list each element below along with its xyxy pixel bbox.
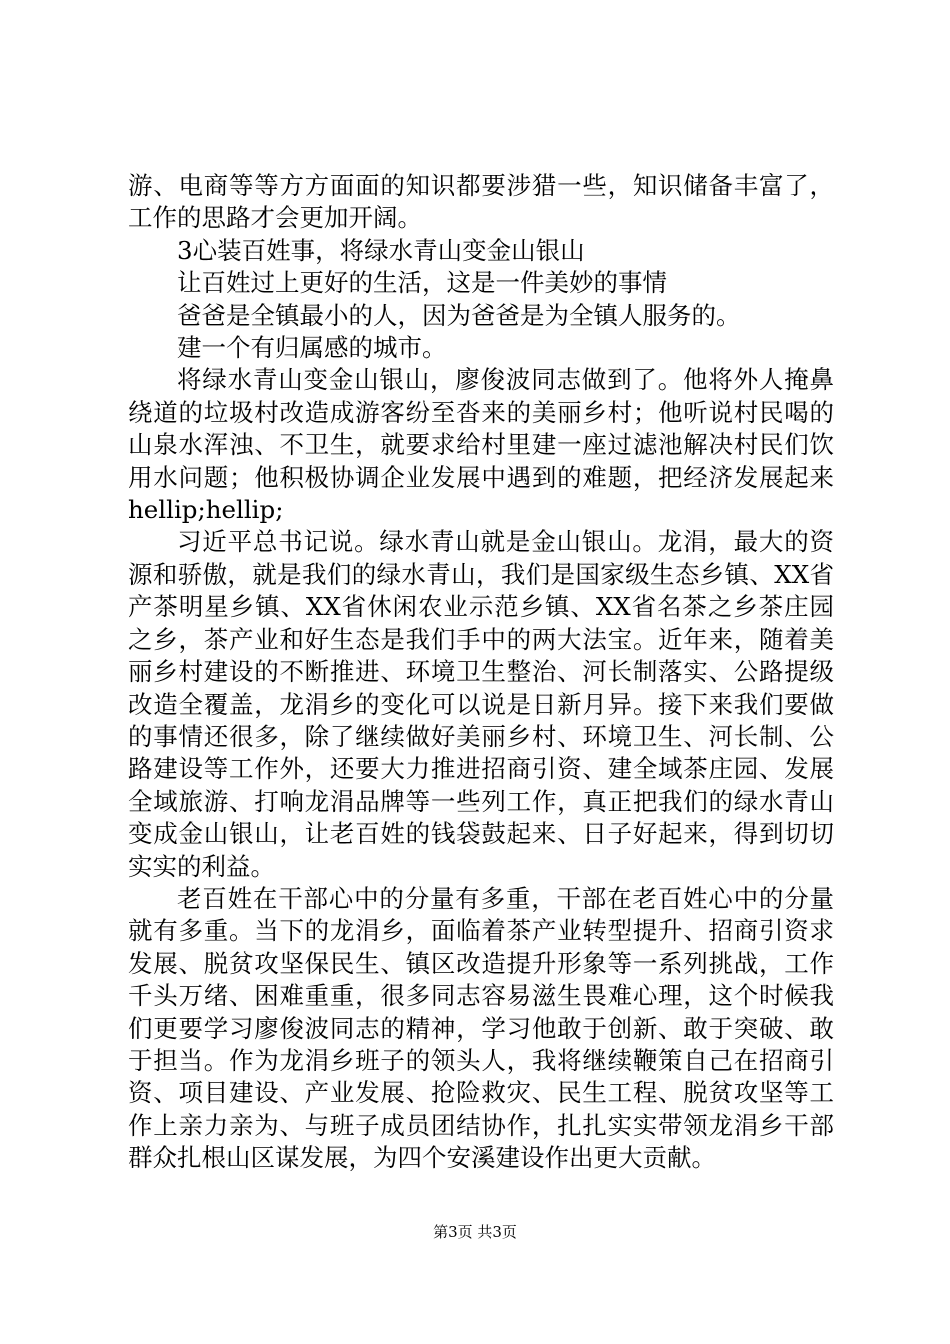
- paragraph-cadres: 老百姓在干部心中的分量有多重，干部在老百姓心中的分量就有多重。当下的龙涓乡，面临着茶产业转型提升、招商引资求发展、脱贫攻坚保民生、镇区改造提升形象等一系列挑战，工作千头万绪、困难重重，很多同志容易滋生畏难心理，这个时候我们更要学习廖俊波同志的精神，学习他敢于创新、敢于突破、敢于担当。作为龙涓乡班子的领头人，我将继续鞭策自己在招商引资、项目建设、产业发展、抢险救灾、民生工程、脱贫攻坚等工作上亲力亲为、与班子成员团结协作，扎扎实实带领龙涓乡干部群众扎根山区谋发展，为四个安溪建设作出更大贡献。: [128, 883, 834, 1173]
- paragraph-continuation: 游、电商等等方方面面的知识都要涉猎一些，知识储备丰富了，工作的思路才会更加开阔。: [128, 171, 834, 233]
- paragraph-city: 建一个有归属感的城市。: [177, 333, 447, 363]
- document-body: [128, 170, 834, 1175]
- paragraph-subheading: 让百姓过上更好的生活，这是一件美妙的事情: [177, 268, 667, 298]
- paragraph-father-quote: 爸爸是全镇最小的人，因为爸爸是为全镇人服务的。: [177, 300, 741, 330]
- paragraph-liao-junbo: 将绿水青山变金山银山，廖俊波同志做到了。他将外人掩鼻绕道的垃圾村改造成游客纷至沓来的美丽乡村；他听说村民喝的山泉水浑浊、不卫生，就要求给村里建一座过滤池解决村民们饮用水问题；他积极协调企业发展中遇到的难题，把经济发展起来hellip;hellip;: [128, 365, 834, 525]
- paragraph-green-mountains: 习近平总书记说。绿水青山就是金山银山。龙涓，最大的资源和骄傲，就是我们的绿水青山，我们是国家级生态乡镇、XX省产茶明星乡镇、XX省休闲农业示范乡镇、XX省名茶之乡茶庄园之乡，茶产业和好生态是我们手中的两大法宝。近年来，随着美丽乡村建设的不断推进、环境卫生整治、河长制落实、公路提级改造全覆盖，龙涓乡的变化可以说是日新月异。接下来我们要做的事情还很多，除了继续做好美丽乡村、环境卫生、河长制、公路建设等工作外，还要大力推进招商引资、建全域茶庄园、发展全域旅游、打响龙涓品牌等一些列工作，真正把我们的绿水青山变成金山银山，让老百姓的钱袋鼓起来、日子好起来，得到切切实实的利益。: [128, 527, 834, 881]
- page-number-footer: 第3页 共3页: [433, 1223, 517, 1241]
- paragraph-heading-3: 3心装百姓事，将绿水青山变金山银山: [177, 235, 585, 265]
